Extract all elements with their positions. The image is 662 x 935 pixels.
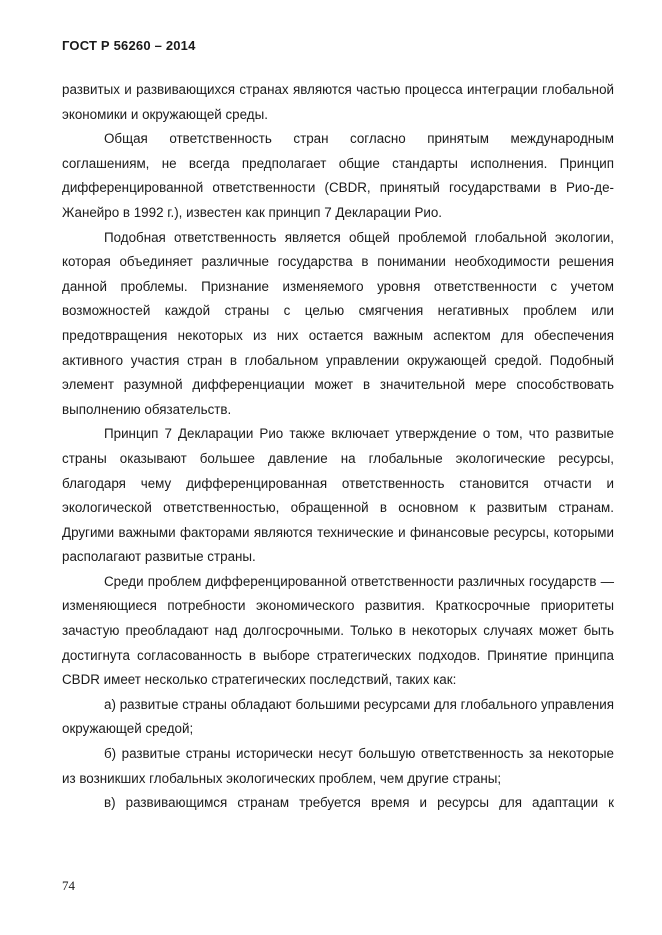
list-item-c: в) развивающимся странам требуется время и ресурсы для адаптации к — [104, 795, 614, 811]
paragraph: Подобная ответственность является общей проблемой глобальной экологии, которая объединяет различные государства в понимании необходимости решения данной проблемы. Признание изменяемого уровня ответственности с учетом возможностей каждой страны с целью смягчения негативных проблем или предотвращения некоторых из них остается важным аспектом для обеспечения активного участия стран в глобальном управлении окружающей средой. Подобный элемент разумной дифференциации может в значительной мере способствовать выполнению обязательств. — [62, 229, 614, 417]
paragraph: Принцип 7 Декларации Рио также включает утверждение о том, что развитые страны оказывают большее давление на глобальные экологические ресурсы, благодаря чему дифференцированная ответственность становится отчасти и экологической ответственностью, обращенной в основном к развитым странам. Другими важными факторами являются технические и финансовые ресурсы, которыми располагают развитые страны. — [62, 426, 614, 565]
page-number: 74 — [62, 878, 75, 893]
paragraph-continuation: развитых и развивающихся странах являются частью процесса интеграции глобальной экономики и окружающей среды. — [62, 82, 614, 122]
list-item-a: а) развитые страны обладают большими ресурсами для глобального управления окружающей средой; — [62, 696, 614, 737]
list-item-b: б) развитые страны исторически несут большую ответственность за некоторые из возникших глобальных экологических проблем, чем другие страны; — [62, 746, 614, 786]
document-body — [62, 78, 614, 816]
document-header: ГОСТ Р 56260 – 2014 — [62, 38, 196, 53]
paragraph: Общая ответственность стран согласно принятым международным соглашениям, не всегда предполагает общие стандарты исполнения. Принцип дифференцированной ответственности (CBDR, принятый государствами в Рио-де-Жанейро в 1992 г.), известен как принцип 7 Декларации Рио. — [62, 131, 614, 220]
paragraph: Среди проблем дифференцированной ответственности различных государств — изменяющиеся потребности экономического развития. Краткосрочные приоритеты зачастую преобладают над долгосрочными. Только в некоторых случаях может быть достигнута согласованность в выборе стратегических подходов. Принятие принципа CBDR имеет несколько стратегических последствий, таких как: — [62, 573, 614, 688]
